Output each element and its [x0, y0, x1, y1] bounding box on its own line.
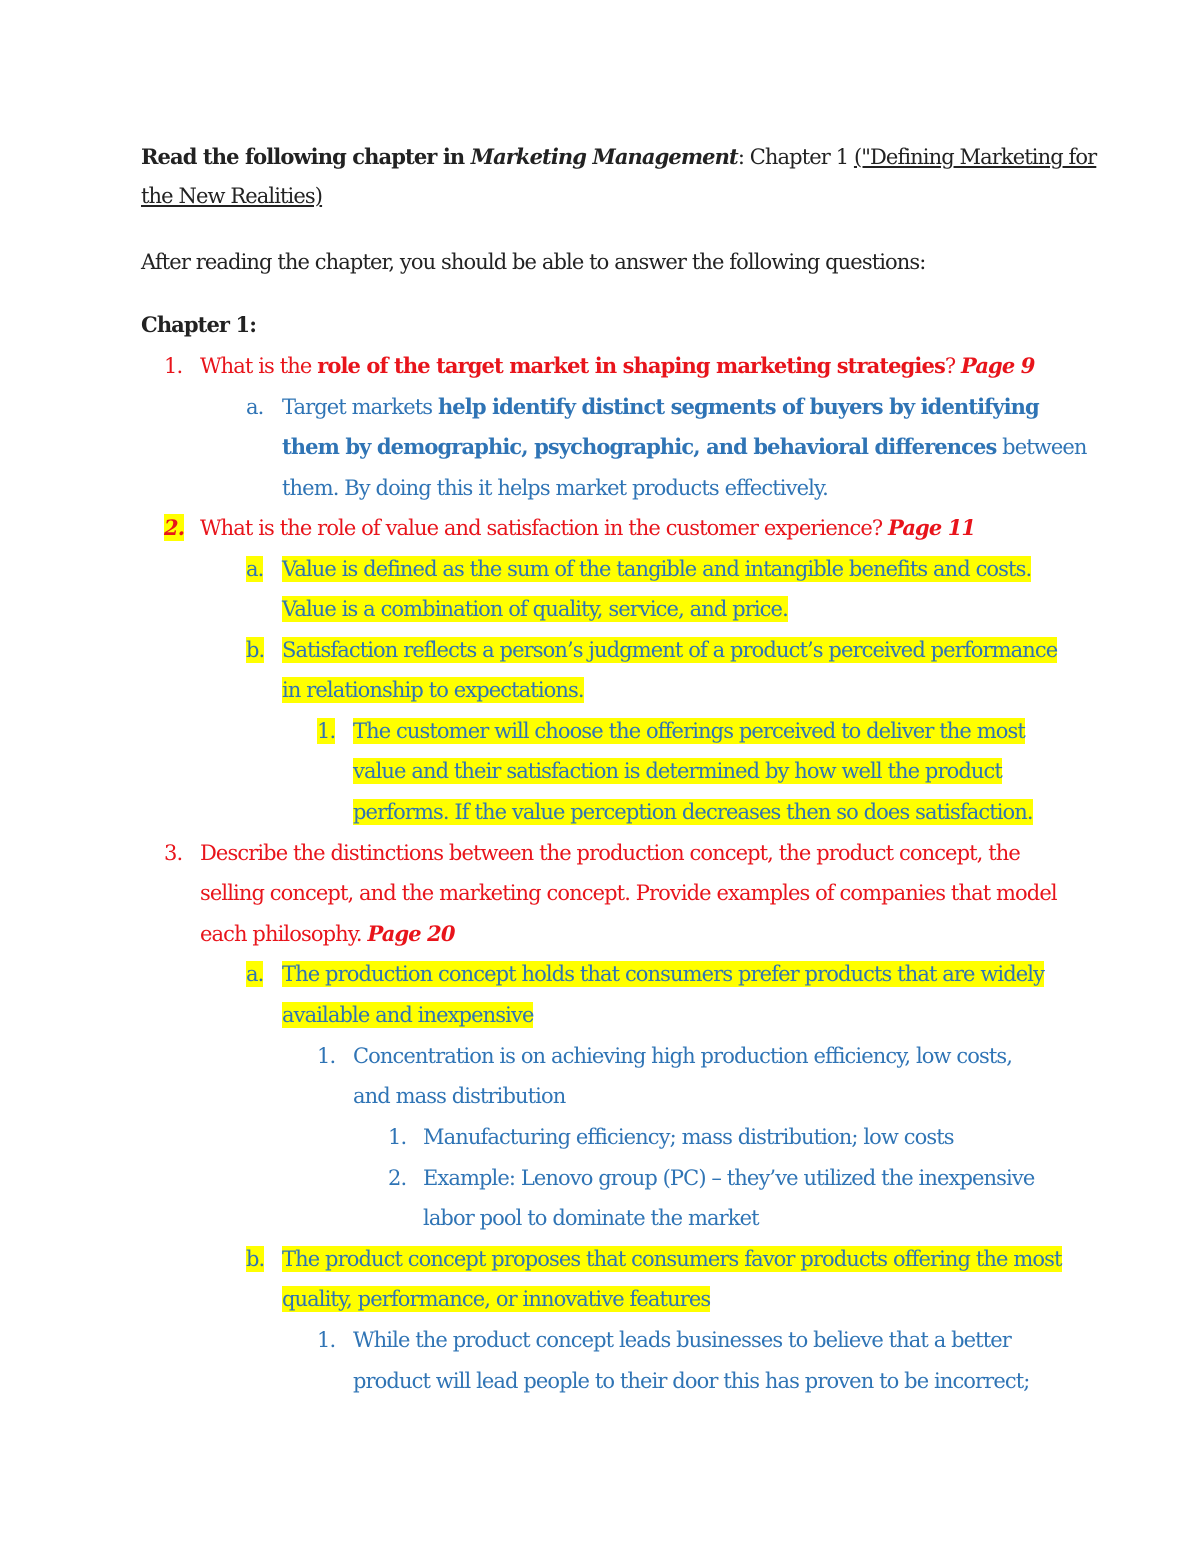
q1-page-ref: Page 9 [961, 353, 1035, 378]
q1a-line-2: them by demographic, psychographic, and behavioral differences between [282, 434, 1087, 459]
q2b-line-1: Satisfaction reflects a person’s judgment of a product’s perceived performance [282, 638, 1058, 662]
q1-text: What is the role of the target market in shaping marketing strategies? Page 9 [200, 353, 1035, 378]
q3b-label: b. [246, 1247, 265, 1271]
q1a-line-3: them. By doing this it helps market products effectively. [282, 476, 828, 500]
intro-line-2 [141, 182, 322, 210]
q3b-line-2: quality, performance, or innovative features [282, 1287, 711, 1311]
q2b1-line-1: The customer will choose the offerings perceived to deliver the most [353, 719, 1025, 743]
q1a-line-1: Target markets help identify distinct segments of buyers by identifying [282, 394, 1039, 419]
q3b-line-1: The product concept proposes that consumers favor products offering the most [282, 1247, 1062, 1271]
chapter-link-part-1[interactable]: ("Defining Marketing for [853, 145, 1097, 169]
q3a1-item-2-line-1: Example: Lenovo group (PC) – they’ve utilized the inexpensive [423, 1166, 1035, 1190]
intro-line-1 [141, 143, 1096, 171]
q3a1-item-1-label: 1. [388, 1125, 407, 1149]
q3a1-item-2-label: 2. [388, 1166, 407, 1190]
q3b1-line-1: While the product concept leads businesses to believe that a better [353, 1328, 1011, 1352]
chapter-heading: Chapter 1: [141, 312, 257, 337]
q2b1-line-3: performs. If the value perception decreases then so does satisfaction. [353, 800, 1033, 824]
instruction-text: After reading the chapter, you should be able to answer the following questions: [141, 250, 926, 274]
q2-text: What is the role of value and satisfaction in the customer experience? Page 11 [200, 515, 976, 540]
q3a1-line-2: and mass distribution [353, 1084, 566, 1108]
q2b-line-2: in relationship to expectations. [282, 678, 584, 702]
q2b1-line-2: value and their satisfaction is determined by how well the product [353, 759, 1002, 783]
q2a-line-1: Value is defined as the sum of the tangible and intangible benefits and costs. [282, 557, 1032, 581]
q3-line-1: Describe the distinctions between the production concept, the product concept, the [200, 841, 1020, 865]
q3a1-label: 1. [317, 1044, 336, 1068]
q3-line-2: selling concept, and the marketing concept. Provide examples of companies that model [200, 881, 1057, 905]
q3a1-line-1: Concentration is on achieving high production efficiency, low costs, [353, 1044, 1013, 1068]
q3-number: 3. [164, 841, 183, 865]
book-title: Marketing Management [470, 144, 738, 169]
intro-chapter: : Chapter 1 [737, 145, 854, 169]
q3a-label: a. [246, 962, 264, 986]
q2b1-label: 1. [317, 719, 336, 743]
q3b1-label: 1. [317, 1328, 336, 1352]
q3-line-3: each philosophy. Page 20 [200, 921, 455, 946]
q2-number: 2. [164, 515, 185, 540]
q3a-line-2: available and inexpensive [282, 1003, 534, 1027]
q2-page-ref: Page 11 [888, 515, 976, 540]
q2a-label: a. [246, 557, 264, 581]
q3b1-line-2: product will lead people to their door this has proven to be incorrect; [353, 1369, 1030, 1393]
q1-number: 1. [164, 354, 183, 378]
q2b-label: b. [246, 638, 265, 662]
q3-page-ref: Page 20 [367, 921, 455, 946]
q3a1-item-2-line-2: labor pool to dominate the market [423, 1206, 759, 1230]
q3a1-item-1-text: Manufacturing efficiency; mass distribution; low costs [423, 1125, 954, 1149]
q3a-line-1: The production concept holds that consumers prefer products that are widely [282, 962, 1045, 986]
q2a-line-2: Value is a combination of quality, service, and price. [282, 597, 788, 621]
q1a-label: a. [246, 395, 264, 419]
chapter-link-part-2[interactable]: the New Realities) [141, 184, 323, 208]
intro-lead: Read the following chapter in [141, 144, 471, 169]
